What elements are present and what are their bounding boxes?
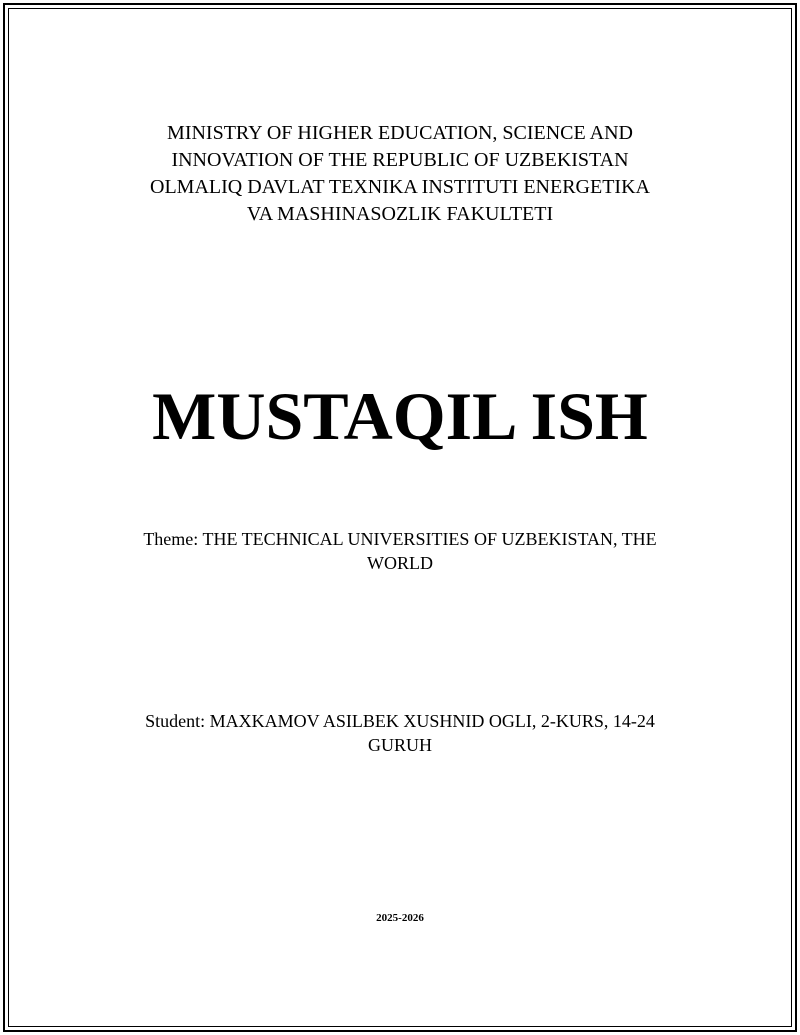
student-line: GURUH — [367, 735, 432, 755]
theme-line: Theme: THE TECHNICAL UNIVERSITIES OF UZBEKISTAN, THE — [143, 529, 657, 549]
header-line: OLMALIQ DAVLAT TEXNIKA INSTITUTI ENERGETIKA — [150, 176, 650, 198]
header-line: INNOVATION OF THE REPUBLIC OF UZBEKISTAN — [171, 149, 629, 171]
document-title: MUSTAQIL ISH — [152, 378, 648, 454]
theme-line: WORLD — [367, 553, 433, 573]
header-line: MINISTRY OF HIGHER EDUCATION, SCIENCE AND — [167, 122, 633, 144]
header-line: VA MASHINASOZLIK FAKULTETI — [246, 203, 554, 225]
institution-header — [0, 120, 800, 228]
academic-year: 2025-2026 — [376, 912, 424, 924]
theme-text — [120, 527, 680, 575]
student-line: Student: MAXKAMOV ASILBEK XUSHNID OGLI, 2-KURS, 14-24 — [145, 711, 655, 731]
student-text — [120, 709, 680, 757]
